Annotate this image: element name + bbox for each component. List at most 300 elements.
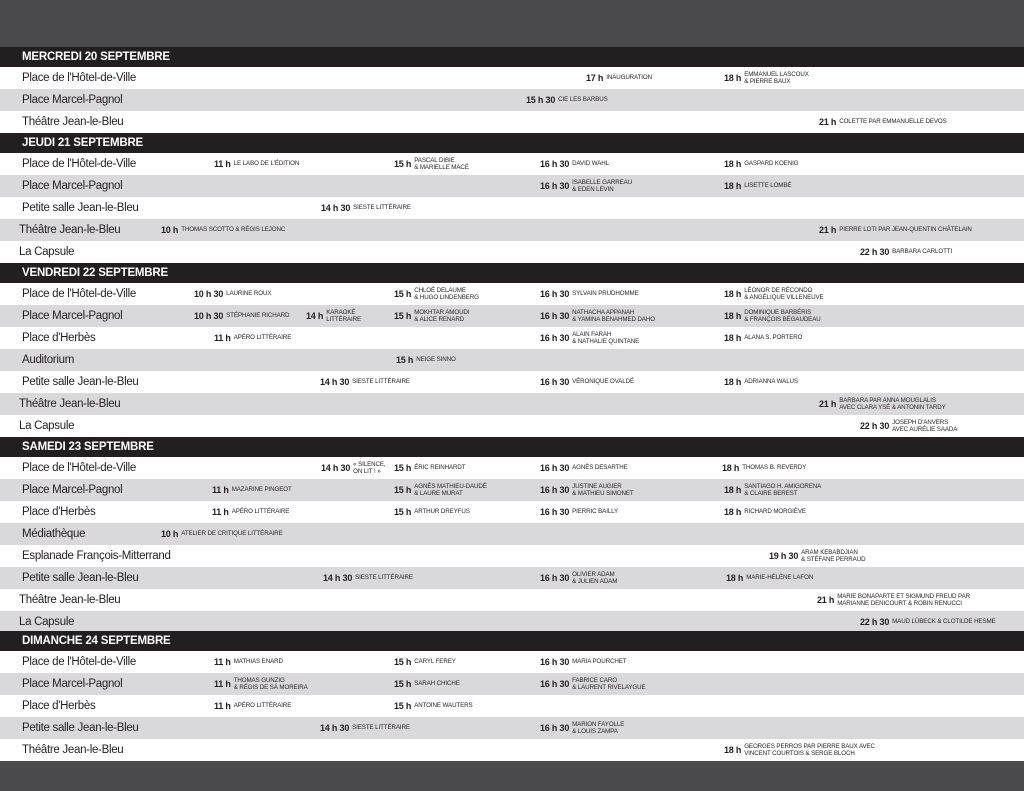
event-line: DOMINIQUE BARBÉRIS (744, 308, 812, 316)
event-description (839, 118, 946, 126)
event-time: 10 h (161, 225, 179, 235)
event-time: 16 h 30 (540, 485, 570, 495)
event-description (181, 530, 282, 538)
event (540, 479, 634, 501)
event (724, 739, 875, 761)
event-line: NATHACHA APPANAH (572, 308, 635, 316)
event-description (744, 287, 823, 302)
event-time: 11 h (214, 333, 231, 343)
event (724, 283, 824, 305)
event-time: 10 h (161, 529, 179, 539)
event (320, 717, 410, 739)
event-line: CARYL FEREY (414, 658, 456, 666)
event-line: INAUGURATION (606, 74, 652, 82)
event-time: 18 h (726, 573, 744, 583)
event-time: 16 h 30 (540, 311, 570, 321)
event-description (414, 508, 470, 516)
event (194, 305, 289, 327)
schedule-row (0, 673, 1024, 695)
event-line: MATHIAS ENARD (233, 658, 283, 666)
event-line: & FRANÇOIS BÉGAUDEAU (744, 316, 821, 323)
event (540, 651, 626, 673)
venue-label: Place de l'Hôtel-de-Ville (22, 288, 137, 300)
venue-label: Théâtre Jean-le-Bleu (19, 398, 121, 410)
schedule-row (0, 283, 1024, 305)
event-line: & EDEN LEVIN (572, 186, 614, 193)
event-time: 17 h (586, 73, 604, 83)
venue-label: Place Marcel-Pagnol (22, 310, 123, 322)
schedule-row (0, 305, 1024, 327)
event-line: ALAIN FARAH (572, 330, 612, 338)
event-line: LÉONOR DE RÉCONDO (744, 286, 813, 294)
event (321, 197, 411, 219)
event-line: MARIE-HÉLÈNE LAFON (746, 574, 814, 582)
venue-label: Place d'Herbès (22, 332, 96, 344)
event-description (744, 160, 798, 168)
event-description (572, 571, 617, 586)
venue-label: Auditorium (22, 354, 74, 366)
event-description (572, 721, 624, 736)
event-line: & PIERRE BAUX (744, 78, 791, 85)
event (540, 327, 639, 349)
schedule-row (0, 89, 1024, 111)
event (819, 393, 946, 415)
event-description (742, 464, 806, 472)
event-line: APÉRO LITTÉRAIRE (231, 508, 290, 516)
event-line: & YAMINA BENAHMED DAHO (572, 316, 655, 323)
event-line: MOKHTAR AMOUDI (414, 308, 470, 316)
schedule-row (0, 501, 1024, 523)
schedule-row (0, 567, 1024, 589)
event-line: SIESTE LITTÉRAIRE (352, 378, 410, 386)
event-line: ANTOINE WAUTERS (414, 702, 473, 710)
event-line: & MARIELLE MACÉ (414, 164, 469, 171)
event (214, 327, 291, 349)
schedule-row (0, 415, 1024, 437)
day-header: DIMANCHE 24 SEPTEMBRE (0, 631, 1024, 651)
event-description (839, 397, 945, 412)
event-description (414, 702, 472, 710)
event-line: LE LABO DE L'ÉDITION (233, 160, 300, 168)
event-line: LITTÉRAIRE (326, 316, 361, 323)
event-line: THOMAS B. REVERDY (742, 464, 807, 472)
venue-label: Théâtre Jean-le-Bleu (19, 594, 121, 606)
event-line: & MATHIEU SIMONET (572, 490, 634, 497)
event-description (744, 71, 809, 86)
event-description (353, 461, 385, 476)
event-time: 15 h (394, 701, 412, 711)
event (320, 371, 410, 393)
event-line: ON LIT ! » (353, 468, 381, 475)
event-description (232, 508, 290, 516)
event-description (414, 658, 456, 666)
event-line: EMMANUEL LASCOUX (744, 70, 809, 78)
event-line: ÉRIC REINHARDT (414, 464, 466, 472)
event (212, 479, 292, 501)
venue-label: Théâtre Jean-le-Bleu (19, 224, 121, 236)
schedule-row (0, 479, 1024, 501)
day-header: SAMEDI 23 SEPTEMBRE (0, 437, 1024, 457)
event-description (326, 309, 361, 324)
event-description (744, 483, 821, 498)
venue-label: Place d'Herbès (22, 700, 96, 712)
event (540, 175, 632, 197)
event-time: 21 h (819, 399, 837, 409)
event-time: 18 h (724, 311, 742, 321)
event-line: « SILENCE, (353, 460, 386, 468)
event (586, 67, 652, 89)
event (194, 283, 271, 305)
schedule-row (0, 651, 1024, 673)
event-time: 18 h (724, 333, 742, 343)
event (724, 175, 791, 197)
event-time: 15 h (394, 289, 412, 299)
event-time: 15 h (394, 679, 412, 689)
event-line: AVEC CLARA YSÉ & ANTONIN TARDY (839, 404, 946, 411)
event-line: & HUGO LINDENBERG (414, 294, 479, 301)
event-line: & ANGÉLIQUE VILLENEUVE (744, 294, 824, 301)
event-line: GEORGES PERROS PAR PIERRE BAUX AVEC (744, 742, 875, 750)
event (212, 501, 289, 523)
event (214, 695, 291, 717)
event-time: 11 h (214, 701, 231, 711)
event-time: 15 h (394, 311, 412, 321)
schedule-row (0, 349, 1024, 371)
event (394, 695, 473, 717)
event (394, 501, 470, 523)
event-line: THOMAS SCOTTO & RÉGIS LEJONC (181, 226, 286, 234)
venue-label: Théâtre Jean-le-Bleu (22, 744, 124, 756)
event-time: 15 h (394, 507, 412, 517)
schedule-row (0, 219, 1024, 241)
venue-label: Place de l'Hôtel-de-Ville (22, 462, 137, 474)
event-time: 21 h (819, 225, 837, 235)
schedule-row (0, 197, 1024, 219)
event-time: 18 h (724, 377, 742, 387)
event-description (234, 677, 308, 692)
event-line: SIESTE LITTÉRAIRE (353, 204, 411, 212)
event-time: 11 h (214, 657, 231, 667)
event-line: MARIA POURCHET (572, 658, 627, 666)
event-time: 16 h 30 (540, 181, 570, 191)
event-time: 15 h (394, 657, 412, 667)
event-description (744, 182, 791, 190)
event-line: APÉRO LITTÉRAIRE (233, 702, 292, 710)
schedule-row (0, 393, 1024, 415)
event-time: 16 h 30 (540, 463, 570, 473)
event-time: 11 h (212, 485, 229, 495)
event-line: MARIANNE DENICOURT & ROBIN RENUCCI (837, 600, 962, 607)
event-description (572, 160, 609, 168)
event (214, 651, 283, 673)
event-line: SANTIAGO H. AMIGORENA (744, 482, 822, 490)
event-description (744, 309, 820, 324)
event-time: 10 h 30 (194, 311, 224, 321)
event (540, 717, 624, 739)
event-time: 18 h (724, 159, 742, 169)
schedule-row (0, 111, 1024, 133)
event-description (892, 618, 995, 626)
venue-label: Place de l'Hôtel-de-Ville (22, 158, 137, 170)
event-description (572, 483, 633, 498)
venue-label: Place de l'Hôtel-de-Ville (22, 656, 137, 668)
event (394, 479, 487, 501)
schedule-row (0, 241, 1024, 263)
event-time: 14 h 30 (321, 463, 351, 473)
event-description (234, 658, 283, 666)
event-time: 18 h (724, 181, 742, 191)
event-time: 15 h (394, 463, 412, 473)
event-line: BARBARA CARLOTTI (892, 248, 953, 256)
event-line: PIERRE LOTI PAR JEAN-QUENTIN CHÂTELAIN (839, 226, 972, 234)
event-line: RICHARD MORGIÈVE (744, 508, 806, 516)
event-description (744, 334, 802, 342)
event-line: & LOUIS ZAMPA (572, 728, 618, 735)
event-time: 11 h (214, 679, 231, 689)
event-line: PASCAL DIBIE (414, 156, 455, 164)
schedule-row (0, 67, 1024, 89)
event-description (572, 290, 639, 298)
event-description (572, 378, 634, 386)
event-time: 21 h (819, 117, 837, 127)
event-time: 14 h 30 (321, 203, 351, 213)
event (396, 349, 456, 371)
event-line: & NATHALIE QUINTANE (572, 338, 640, 345)
event-time: 14 h 30 (320, 723, 350, 733)
schedule-row (0, 611, 1024, 633)
event-description (837, 593, 970, 608)
schedule-row (0, 717, 1024, 739)
event-line: NEIGE SINNO (416, 356, 456, 364)
event-description (572, 464, 628, 472)
event (726, 567, 813, 589)
event-description (226, 312, 289, 320)
event (540, 457, 628, 479)
event-line: SIESTE LITTÉRAIRE (355, 574, 413, 582)
event-line: ATELIER DE CRITIQUE LITTÉRAIRE (181, 530, 283, 538)
event-description (892, 419, 957, 434)
schedule-row (0, 695, 1024, 717)
event-description (352, 724, 410, 732)
event-description (414, 309, 469, 324)
event-line: VINCENT COURTOIS & SERGE BLOCH (744, 750, 855, 757)
event-time: 15 h (394, 485, 412, 495)
event-time: 18 h (722, 463, 740, 473)
event-line: APÉRO LITTÉRAIRE (233, 334, 292, 342)
event-time: 16 h 30 (540, 507, 570, 517)
event-line: ADRIANNA WALUS (744, 378, 798, 386)
event (540, 567, 617, 589)
event (394, 305, 469, 327)
event (323, 567, 413, 589)
event-time: 16 h 30 (540, 377, 570, 387)
event (817, 589, 970, 611)
schedule-row (0, 327, 1024, 349)
event (722, 457, 806, 479)
event-line: & STÉFANE PERRAUD (801, 556, 866, 563)
venue-label: Médiathèque (22, 528, 86, 540)
event-line: OLIVIER ADAM (572, 570, 615, 578)
event (860, 611, 996, 633)
event-line: KARAOKÉ (326, 308, 356, 316)
event (540, 153, 609, 175)
event-line: & CLAIRE BEREST (744, 490, 798, 497)
event-description (414, 287, 479, 302)
event-line: LISETTE LOMBÉ (744, 182, 792, 190)
event-description (572, 331, 639, 346)
event (860, 241, 952, 263)
schedule-row (0, 545, 1024, 567)
venue-label: Place Marcel-Pagnol (22, 484, 123, 496)
day-header: JEUDI 21 SEPTEMBRE (0, 133, 1024, 153)
event-description (572, 309, 655, 324)
event-description (606, 74, 652, 82)
schedule-row (0, 739, 1024, 761)
event-time: 22 h 30 (860, 247, 890, 257)
event-description (353, 204, 411, 212)
event-line: THOMAS GUNZIG (233, 676, 285, 684)
event-description (181, 226, 285, 234)
day-header: MERCREDI 20 SEPTEMBRE (0, 47, 1024, 67)
event (860, 415, 957, 437)
event-line: ARTHUR DREYFUS (414, 508, 470, 516)
event-time: 16 h 30 (540, 573, 570, 583)
event (540, 501, 618, 523)
event-time: 11 h (212, 507, 229, 517)
schedule-row (0, 457, 1024, 479)
event-line: FABRICE CARO (572, 676, 617, 684)
event-line: JUSTINE AUGIER (572, 482, 622, 490)
event (724, 327, 802, 349)
event (540, 673, 646, 695)
event-line: COLETTE PAR EMMANUELLE DEVOS (839, 118, 947, 126)
schedule-row (0, 175, 1024, 197)
event-line: ARAM KEBABDJIAN (801, 548, 858, 556)
event-description (232, 486, 292, 494)
event-line: & JULIEN ADAM (572, 578, 618, 585)
event-time: 18 h (724, 507, 742, 517)
venue-label: Théâtre Jean-le-Bleu (22, 116, 124, 128)
event-description (234, 334, 292, 342)
event-description (414, 483, 487, 498)
venue-label: Esplanade François-Mitterrand (22, 550, 171, 562)
event (540, 371, 634, 393)
event-time: 21 h (817, 595, 835, 605)
event-line: & RÉGIS DE SÁ MOREIRA (233, 684, 308, 691)
venue-label: Petite salle Jean-le-Bleu (22, 376, 139, 388)
event-description (414, 680, 460, 688)
event-time: 22 h 30 (860, 617, 890, 627)
day-header: VENDREDI 22 SEPTEMBRE (0, 263, 1024, 283)
event-line: MAUD LÜBECK & CLOTILDE HESME (892, 618, 996, 626)
event-line: & ALICE RENARD (414, 316, 465, 323)
event-description (801, 549, 865, 564)
event-time: 18 h (724, 485, 742, 495)
event-time: 15 h 30 (526, 95, 556, 105)
event (214, 153, 299, 175)
event-line: GASPARD KOENIG (744, 160, 799, 168)
event-description (414, 464, 465, 472)
event-line: & LAURE MURAT (414, 490, 463, 497)
event-line: ISABELLE GARREAU (572, 178, 633, 186)
event-line: CHLOÉ DELAUME (414, 286, 466, 294)
event-time: 16 h 30 (540, 657, 570, 667)
event-description (892, 248, 952, 256)
event (540, 283, 639, 305)
event-line: & LAURENT RIVELAYGUE (572, 684, 646, 691)
event-line: AGNÈS DESARTHE (572, 464, 628, 472)
event-line: PIERRIC BAILLY (572, 508, 619, 516)
event (321, 457, 385, 479)
event-description (572, 658, 626, 666)
schedule-row (0, 523, 1024, 545)
event-line: SYLVAIN PRUDHOMME (572, 290, 639, 298)
event (214, 673, 308, 695)
venue-label: Place Marcel-Pagnol (22, 678, 123, 690)
event-description (234, 702, 292, 710)
event-time: 16 h 30 (540, 333, 570, 343)
schedule-row (0, 371, 1024, 393)
event-description (226, 290, 271, 298)
event (724, 67, 809, 89)
event-time: 16 h 30 (540, 679, 570, 689)
event-description (744, 743, 875, 758)
event (394, 673, 460, 695)
venue-label: Place Marcel-Pagnol (22, 180, 123, 192)
venue-label: Petite salle Jean-le-Bleu (22, 572, 139, 584)
venue-label: Place d'Herbès (22, 506, 96, 518)
event (394, 651, 456, 673)
event (819, 219, 972, 241)
event-description (572, 677, 645, 692)
event-time: 14 h 30 (320, 377, 350, 387)
event (526, 89, 608, 111)
event-description (352, 378, 410, 386)
event-line: BARBARA PAR ANNA MOUGLALIS (839, 396, 936, 404)
event-description (558, 96, 608, 104)
event-time: 15 h (394, 159, 412, 169)
venue-label: La Capsule (19, 246, 75, 258)
schedule-row (0, 153, 1024, 175)
event-line: AVEC AURÉLIE SAADA (892, 426, 958, 433)
program-page (0, 47, 1024, 761)
event-line: LAURINE ROUX (226, 290, 272, 298)
event (724, 305, 821, 327)
venue-label: Place Marcel-Pagnol (22, 94, 123, 106)
event-time: 10 h 30 (194, 289, 224, 299)
event-description (572, 179, 632, 194)
event-line: MAZARINE PINGEOT (231, 486, 292, 494)
event-description (414, 157, 469, 172)
event (540, 305, 655, 327)
event-time: 18 h (724, 73, 742, 83)
event-time: 19 h 30 (769, 551, 799, 561)
event (819, 111, 947, 133)
event-description (234, 160, 300, 168)
event (394, 457, 465, 479)
event-line: JOSEPH D'ANVERS (892, 418, 949, 426)
venue-label: Place de l'Hôtel-de-Ville (22, 72, 137, 84)
event-time: 15 h (396, 355, 414, 365)
event-description (744, 378, 798, 386)
event (724, 501, 806, 523)
event-time: 16 h 30 (540, 289, 570, 299)
event-line: ALANA S. PORTERO (744, 334, 803, 342)
event-time: 14 h (306, 311, 324, 321)
event-time: 18 h (724, 745, 742, 755)
event (161, 219, 285, 241)
event (769, 545, 865, 567)
